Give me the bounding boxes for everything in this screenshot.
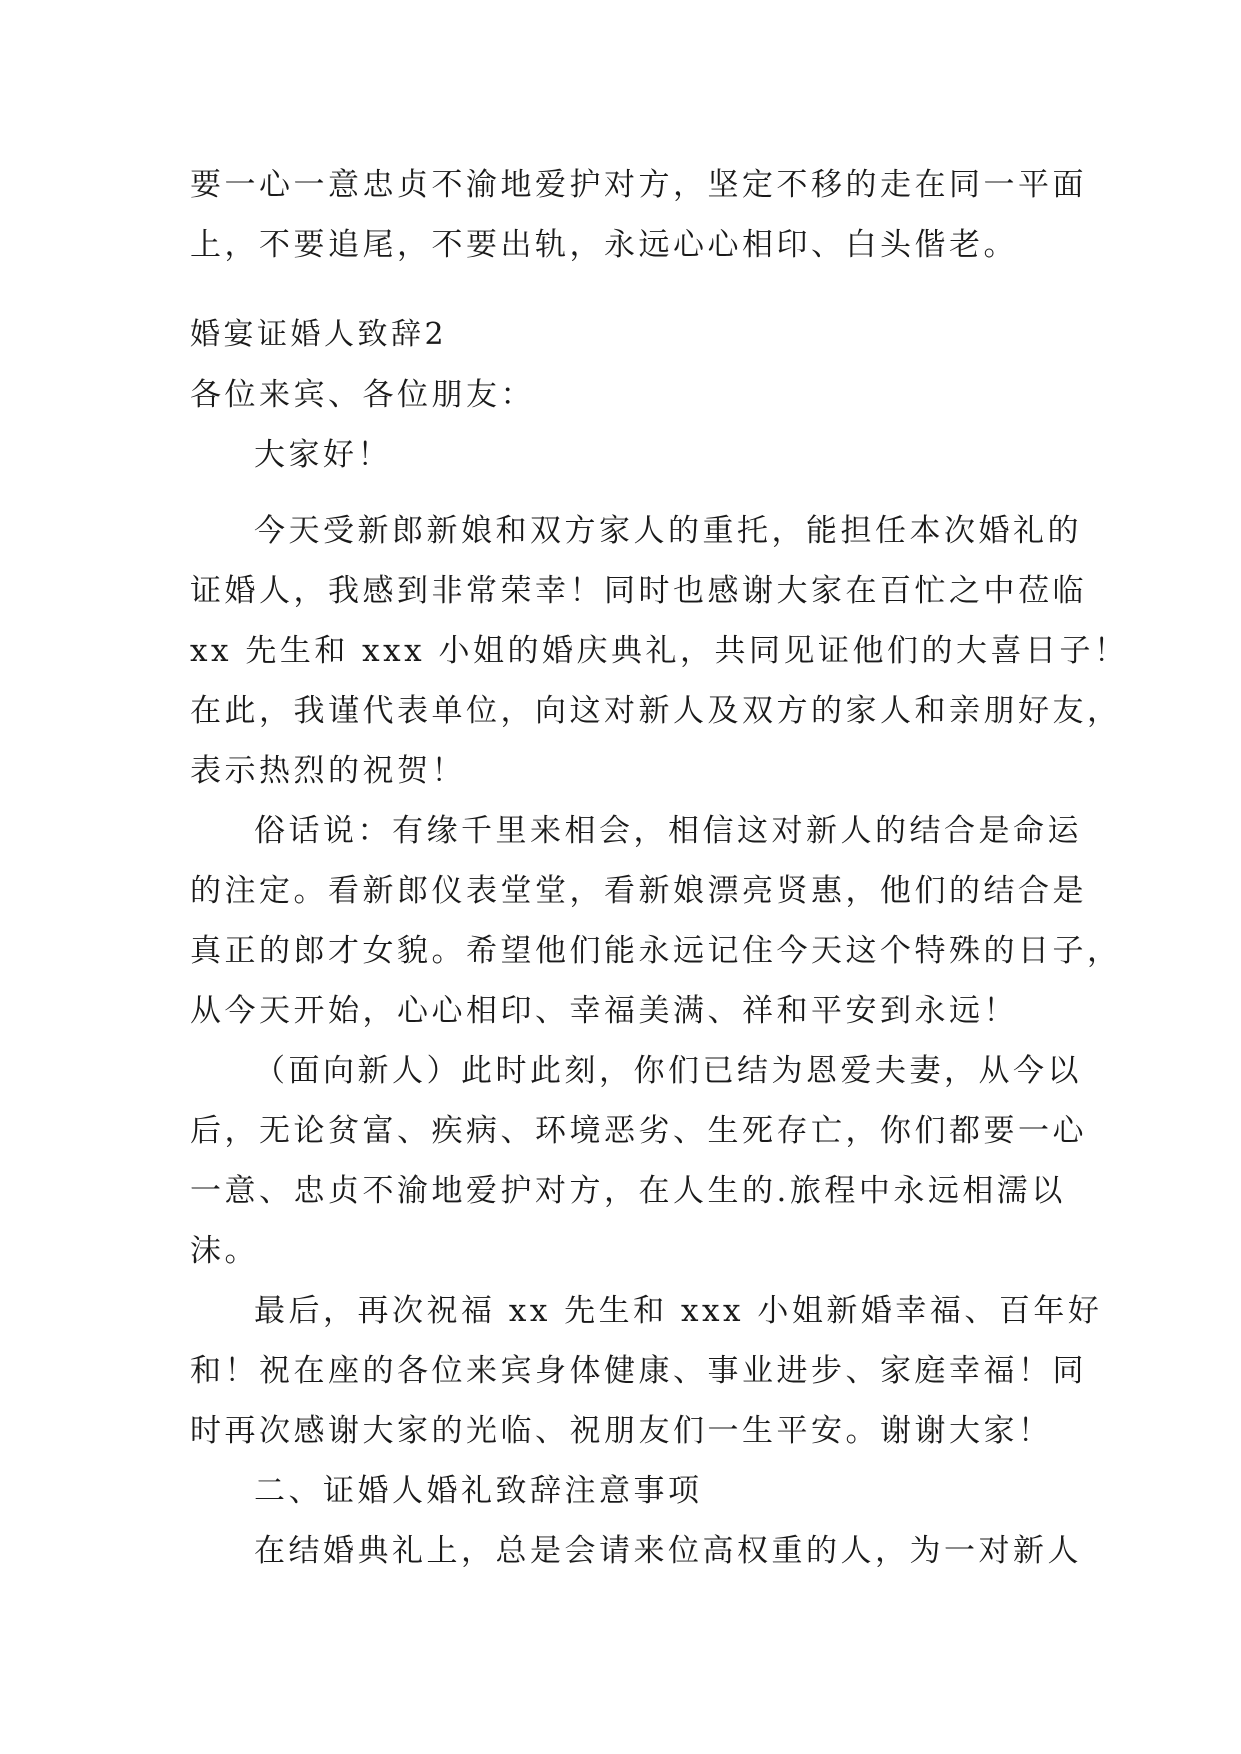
paragraph-3 (190, 1041, 1087, 1281)
text-line: 表示热烈的祝贺！ (190, 753, 466, 789)
text-line: 的注定。看新郎仪表堂堂，看新娘漂亮贤惠，他们的结合是 (190, 873, 1087, 909)
text-line: 俗话说：有缘千里来相会，相信这对新人的结合是命运 (254, 813, 1082, 849)
paragraph-2 (190, 801, 1122, 1041)
paragraph-4 (190, 1281, 1103, 1461)
text-line: 真正的郎才女貌。希望他们能永远记住今天这个特殊的日子， (190, 933, 1122, 969)
text-line: 时再次感谢大家的光临、祝朋友们一生平安。谢谢大家！ (190, 1413, 1053, 1449)
text-line: 沫。 (190, 1233, 259, 1269)
text-line: 后，无论贫富、疾病、环境恶劣、生死存亡，你们都要一心 (190, 1113, 1087, 1149)
text-line: 上，不要追尾，不要出轨，永远心心相印、白头偕老。 (190, 227, 1018, 263)
section-heading: 二、证婚人婚礼致辞注意事项 (254, 1473, 703, 1509)
text-line: （面向新人）此时此刻，你们已结为恩爱夫妻，从今以 (254, 1053, 1082, 1089)
text-line: 要一心一意忠贞不渝地爱护对方，坚定不移的走在同一平面 (190, 167, 1087, 203)
text-line: 在此，我谨代表单位，向这对新人及双方的家人和亲朋好友， (190, 693, 1122, 729)
salutation: 各位来宾、各位朋友： (190, 377, 535, 413)
text-line: 今天受新郎新娘和双方家人的重托，能担任本次婚礼的 (254, 513, 1082, 549)
greeting: 大家好！ (254, 437, 392, 473)
text-line: 和！祝在座的各位来宾身体健康、事业进步、家庭幸福！同 (190, 1353, 1087, 1389)
speech-heading: 婚宴证婚人致辞2 (190, 317, 448, 352)
continuation-paragraph (190, 155, 1087, 275)
text-line: xx 先生和 xxx 小姐的婚庆典礼，共同见证他们的大喜日子！ (190, 633, 1129, 669)
text-line: 在结婚典礼上，总是会请来位高权重的人，为一对新人 (254, 1533, 1082, 1569)
text-line: 一意、忠贞不渝地爱护对方，在人生的.旅程中永远相濡以 (190, 1173, 1066, 1209)
paragraph-1 (190, 501, 1129, 801)
text-line: 最后，再次祝福 xx 先生和 xxx 小姐新婚幸福、百年好 (254, 1293, 1103, 1329)
text-line: 证婚人，我感到非常荣幸！同时也感谢大家在百忙之中莅临 (190, 573, 1087, 609)
section-2 (190, 1461, 1082, 1581)
text-line: 从今天开始，心心相印、幸福美满、祥和平安到永远！ (190, 993, 1018, 1029)
speech-header (190, 305, 1056, 485)
